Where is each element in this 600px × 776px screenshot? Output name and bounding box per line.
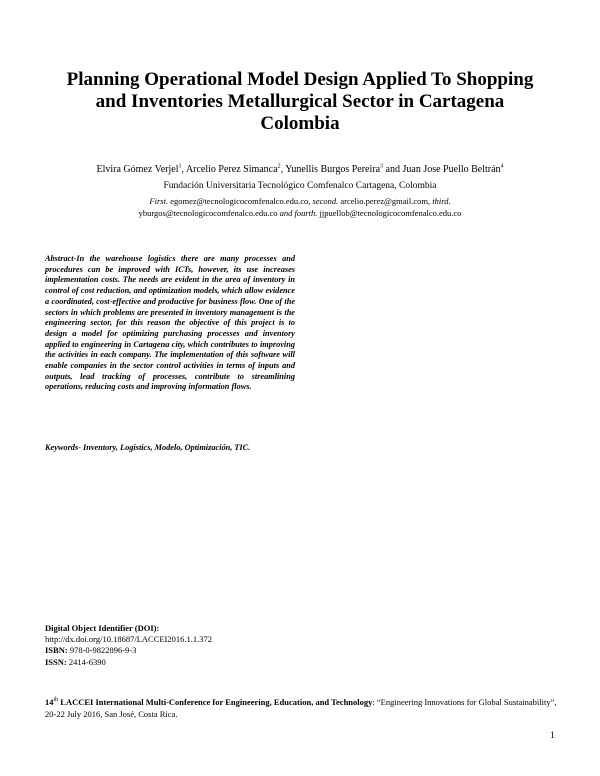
author-sup: 3: [380, 163, 384, 170]
email-line-2: [40, 207, 560, 219]
doi-label: Digital Object Identifier (DOI):: [45, 623, 160, 633]
issn-line: [45, 657, 345, 668]
author-name: Arcelio Perez Simanca: [185, 164, 278, 175]
email-label: First.: [149, 196, 169, 206]
isbn-line: [45, 645, 345, 656]
email-link[interactable]: jjpuellob@tecnologicocomfenalco.edu.co: [319, 208, 462, 218]
email-link[interactable]: arcelio.perez@gmail.com,: [340, 196, 431, 206]
conf-details: : “Engineering Innovations for Global Sustainability”, 20-22 July 2016, San José, Costa Rica.: [45, 697, 557, 719]
author-and: and: [383, 164, 403, 175]
author-name: Juan Jose Puello Beltrán: [402, 164, 501, 175]
isbn-label: ISBN:: [45, 645, 68, 656]
author-name: Yunellis Burgos Pereira: [285, 164, 381, 175]
author-list: [40, 163, 560, 176]
doi-block: [45, 623, 345, 668]
conf-ordinal-sup: th: [53, 697, 59, 704]
author-sup: 4: [500, 163, 504, 170]
keywords-text: Keywords- Inventory, Logistics, Modelo, Optimización, TIC.: [45, 443, 251, 452]
issn-label: ISSN:: [45, 656, 67, 667]
email-line-1: [40, 195, 560, 207]
isbn-value: 978-0-9822896-9-3: [69, 645, 137, 656]
page-number: 1: [550, 731, 555, 741]
conference-note: [45, 697, 565, 720]
conf-ordinal: 14: [45, 697, 54, 707]
email-block: [40, 195, 560, 219]
author-separator: ,: [181, 164, 186, 175]
paper-title: Planning Operational Model Design Applied To Shopping and Inventories Metallurgical Sector in Cartagena Colombia: [66, 69, 534, 134]
email-label: second.: [312, 196, 339, 206]
issn-value: 2414-6390: [68, 656, 106, 667]
author-separator: ,: [280, 164, 286, 175]
abstract-text: Abstract-In the warehouse logistics there are many processes and procedures can be improved with ICTs, however, its use increases implementation costs. The needs are evident in the area of inventory in control of cost reduction, and optimization models, which allow evidence a coordinated, cost-effective and productive for business flow. One of the sectors in which problems are presented in inventory management is the engineering sector, for this reason the objective of this project is to design a model for optimizing purchasing processes and inventory applied to engineering in Cartagena city, which contributes to improving the activities in each company. The implementation of this software will enable companies in the sector control activities in terms of inputs and outputs, lead tracking of processes, contribute to streamlining operations, reducing costs and improving information flows.: [45, 254, 295, 392]
author-sup: 1: [178, 163, 182, 170]
conf-name: LACCEI International Multi-Conference for Engineering, Education, and Technology: [60, 697, 373, 707]
author-name: Elvira Gómez Verjel: [96, 164, 179, 175]
email-label: third.: [432, 196, 451, 206]
author-sup: 2: [277, 163, 281, 170]
email-link[interactable]: egomez@tecnologicocomfenalco.edu.co,: [170, 196, 311, 206]
email-label: and fourth.: [279, 208, 318, 218]
affiliation: Fundación Universitaria Tecnológico Comfenalco Cartagena, Colombia: [163, 181, 437, 191]
email-link[interactable]: yburgos@tecnologicocomfenalco.edu.co: [138, 208, 278, 218]
doi-link[interactable]: http://dx.doi.org/10.18687/LACCEI2016.1.1.372: [45, 634, 213, 645]
